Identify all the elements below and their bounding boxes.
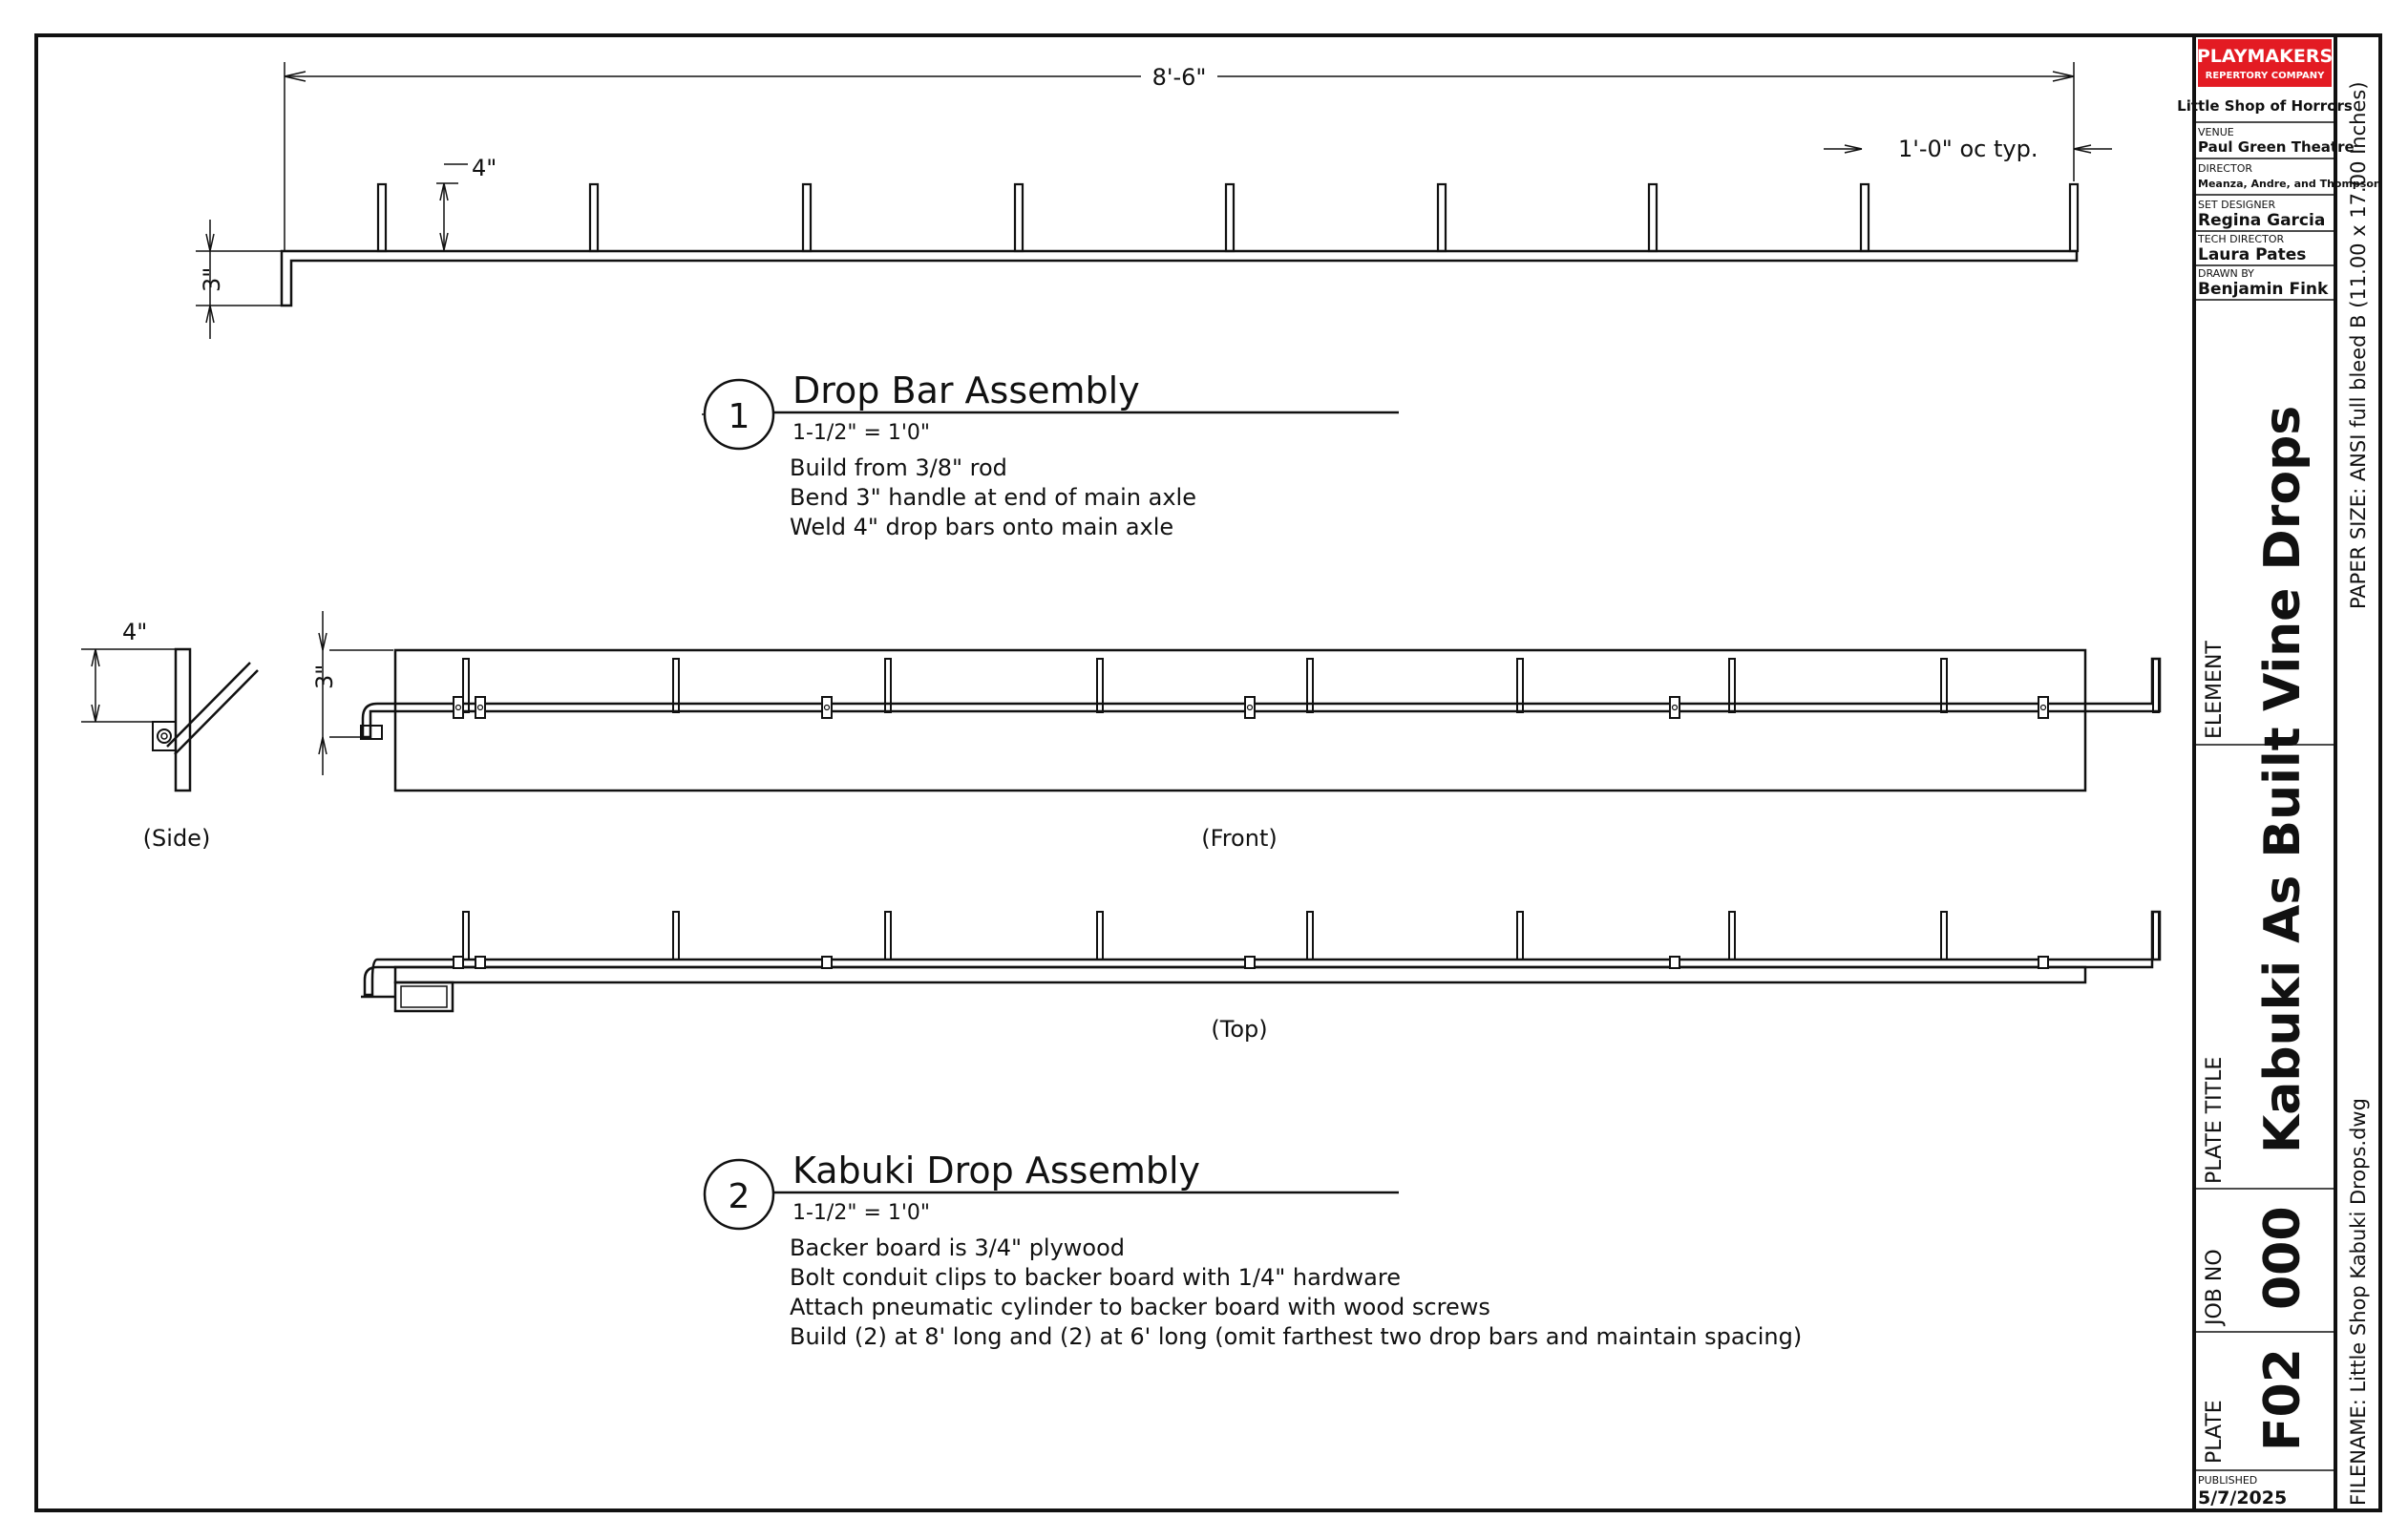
top-conduit-clip xyxy=(475,957,485,968)
detail1-callout xyxy=(702,369,1399,540)
set-designer-value: Regina Garcia xyxy=(2198,211,2326,230)
plate-title-value: Kabuki As Built xyxy=(2254,727,2312,1153)
dim-overall-text: 8'-6" xyxy=(1151,64,1207,91)
view-front-label: (Front) xyxy=(1201,825,1278,852)
element-value: Vine Drops xyxy=(2254,405,2312,711)
tech-director-label: TECH DIRECTOR xyxy=(2198,233,2285,245)
detail2-note-4: Build (2) at 8' long and (2) at 6' long (omit farthest two drop bars and maintain spacing) xyxy=(790,1323,1803,1350)
drop-bar xyxy=(1226,184,1234,251)
top-drop-bar xyxy=(885,912,891,960)
conduit-clip xyxy=(1245,697,1255,718)
show-title: Little Shop of Horrors xyxy=(2177,97,2353,115)
published-value: 5/7/2025 xyxy=(2198,1487,2288,1508)
conduit-clip xyxy=(1670,697,1679,718)
plate-title-label: PLATE TITLE xyxy=(2203,1056,2227,1184)
top-drop-bar xyxy=(673,912,679,960)
top-drop-bar xyxy=(2153,912,2159,960)
detail2-title: Kabuki Drop Assembly xyxy=(792,1150,1201,1192)
job-no-value: 000 xyxy=(2254,1206,2312,1310)
set-designer-label: SET DESIGNER xyxy=(2198,199,2276,211)
detail2-note-1: Backer board is 3/4" plywood xyxy=(790,1234,1126,1261)
detail2-scale: 1-1/2" = 1'0" xyxy=(792,1201,931,1225)
dim-drop-text: 4" xyxy=(472,155,497,181)
paper-size: PAPER SIZE: ANSI full bleed B (11.00 x 17.00 Inches) xyxy=(2347,81,2370,609)
top-drop-bar xyxy=(1941,912,1947,960)
top-conduit-clip xyxy=(1245,957,1255,968)
top-conduit-clip xyxy=(454,957,463,968)
plate-value: F02 xyxy=(2254,1348,2312,1451)
top-backer-board xyxy=(395,967,2085,982)
drawn-by-value: Benjamin Fink xyxy=(2198,280,2329,299)
front-view xyxy=(311,611,2160,852)
dim-front-text: 3" xyxy=(311,664,338,689)
detail1-note-2: Bend 3" handle at end of main axle xyxy=(790,484,1196,511)
dim-side-text: 4" xyxy=(122,619,148,645)
drop-bar xyxy=(1015,184,1023,251)
detail2-note-2: Bolt conduit clips to backer board with 1/4" hardware xyxy=(790,1264,1401,1291)
view-top-label: (Top) xyxy=(1211,1016,1268,1043)
detail1-scale: 1-1/2" = 1'0" xyxy=(792,421,931,445)
view-side-label: (Side) xyxy=(142,825,211,852)
front-drop-bar xyxy=(2153,659,2159,712)
tech-director-value: Laura Pates xyxy=(2198,245,2307,264)
drop-bar xyxy=(1861,184,1869,251)
dim-spacing-text: 1'-0" oc typ. xyxy=(1898,136,2038,162)
top-view xyxy=(361,912,2160,1043)
detail1-number: 1 xyxy=(728,397,750,436)
main-axle xyxy=(282,251,2077,306)
front-axle xyxy=(363,659,2160,737)
side-backer-board xyxy=(176,649,190,791)
job-no-label: JOB NO xyxy=(2203,1249,2227,1325)
logo-line1: PLAYMAKERS xyxy=(2196,46,2334,67)
drop-bar xyxy=(803,184,811,251)
drop-bar-elevation xyxy=(196,61,2112,339)
top-conduit-clip xyxy=(1670,957,1679,968)
filename: FILENAME: Little Shop Kabuki Drops.dwg xyxy=(2347,1098,2370,1506)
drawn-by-label: DRAWN BY xyxy=(2198,267,2254,280)
side-view xyxy=(81,619,258,852)
director-label: DIRECTOR xyxy=(2198,162,2253,175)
top-conduit-clip xyxy=(822,957,832,968)
venue-value: Paul Green Theatre xyxy=(2198,138,2355,156)
detail1-note-1: Build from 3/8" rod xyxy=(790,454,1007,481)
top-drop-bar xyxy=(1307,912,1313,960)
top-drop-bar xyxy=(1729,912,1735,960)
detail1-title: Drop Bar Assembly xyxy=(792,369,1140,411)
detail2-callout xyxy=(705,1150,1802,1350)
drop-bar xyxy=(378,184,386,251)
side-clip xyxy=(153,722,176,750)
drop-bar xyxy=(590,184,598,251)
plate-label: PLATE xyxy=(2203,1400,2227,1464)
drop-bar xyxy=(1649,184,1657,251)
director-value: Meanza, Andre, and Thompson xyxy=(2198,178,2381,190)
published-label: PUBLISHED xyxy=(2198,1474,2258,1487)
top-conduit-clip xyxy=(2038,957,2048,968)
top-drop-bar xyxy=(1517,912,1523,960)
detail2-number: 2 xyxy=(728,1177,750,1216)
conduit-clip xyxy=(822,697,832,718)
front-backer-board xyxy=(395,650,2085,791)
dim-handle-text: 3" xyxy=(199,266,225,292)
logo-line2: REPERTORY COMPANY xyxy=(2205,71,2325,81)
title-block xyxy=(2177,35,2381,1510)
drop-bar xyxy=(1438,184,1446,251)
detail2-note-3: Attach pneumatic cylinder to backer board with wood screws xyxy=(790,1294,1490,1320)
element-label: ELEMENT xyxy=(2203,641,2227,739)
conduit-clip xyxy=(454,697,463,718)
drop-bar xyxy=(2070,184,2078,251)
top-drop-bar xyxy=(1097,912,1103,960)
top-drop-bar xyxy=(463,912,469,960)
detail1-note-3: Weld 4" drop bars onto main axle xyxy=(790,514,1174,540)
venue-label: VENUE xyxy=(2198,126,2234,138)
conduit-clip xyxy=(2038,697,2048,718)
conduit-clip xyxy=(475,697,485,718)
